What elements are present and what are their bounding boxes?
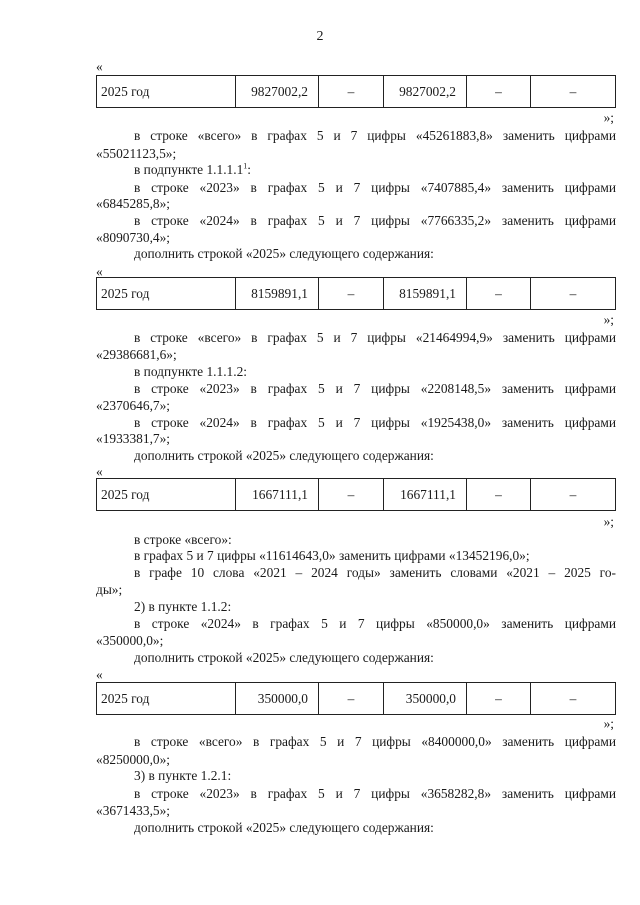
- table-cell-dash: –: [531, 278, 616, 310]
- text-line: дополнить строкой «2025» следующего содержания:: [134, 650, 434, 665]
- text-fragment: в подпункте 1.1.1.1: [134, 162, 244, 177]
- table-cell-value: 350000,0: [384, 683, 467, 715]
- text-line: в строке «2023» в графах 5 и 7 цифры «7407885,4» заменить цифрами: [134, 180, 616, 195]
- table-cell-dash: –: [467, 683, 531, 715]
- text-line: «1933381,7»;: [96, 431, 171, 446]
- text-line: в графе 10 слова «2021 – 2024 годы» заменить словами «2021 – 2025 го-: [134, 565, 616, 580]
- text-line: в графах 5 и 7 цифры «11614643,0» заменить цифрами «13452196,0»;: [134, 548, 530, 563]
- table-cell-dash: –: [531, 683, 616, 715]
- text-line: ды»;: [96, 582, 123, 597]
- text-line: в строке «2023» в графах 5 и 7 цифры «2208148,5» заменить цифрами: [134, 381, 616, 396]
- text-line: «350000,0»;: [96, 633, 164, 648]
- text-line: «55021123,5»;: [96, 146, 177, 161]
- text-line: 3) в пункте 1.2.1:: [134, 768, 232, 783]
- table-cell-value: 8159891,1: [236, 278, 319, 310]
- quote-close: »;: [603, 110, 614, 125]
- table-cell-dash: –: [319, 76, 384, 108]
- text-line: «3671433,5»;: [96, 803, 171, 818]
- table-row: [97, 278, 616, 310]
- table-row: [97, 479, 616, 511]
- text-line: «8250000,0»;: [96, 752, 171, 767]
- footnote-superscript: 1: [243, 161, 248, 171]
- quote-close: »;: [603, 514, 614, 529]
- table-cell-year: 2025 год: [97, 479, 236, 511]
- table-cell-dash: –: [531, 479, 616, 511]
- quote-close: »;: [603, 716, 614, 731]
- text-line: «2370646,7»;: [96, 398, 171, 413]
- table-row: [97, 76, 616, 108]
- text-line: в строке «всего» в графах 5 и 7 цифры «45261883,8» заменить цифрами: [134, 128, 616, 143]
- quote-open: «: [96, 264, 103, 279]
- table-cell-year: 2025 год: [97, 76, 236, 108]
- text-line: в строке «всего» в графах 5 и 7 цифры «8400000,0» заменить цифрами: [134, 734, 616, 749]
- text-line: «6845285,8»;: [96, 196, 171, 211]
- quote-open: «: [96, 464, 103, 479]
- text-line: в строке «2024» в графах 5 и 7 цифры «1925438,0» заменить цифрами: [134, 415, 616, 430]
- table-cell-value: 1667111,1: [236, 479, 319, 511]
- amendment-table-4: [96, 682, 616, 715]
- text-line: дополнить строкой «2025» следующего содержания:: [134, 246, 434, 261]
- amendment-table-1: [96, 75, 616, 108]
- table-cell-year: 2025 год: [97, 683, 236, 715]
- table-cell-value: 350000,0: [236, 683, 319, 715]
- text-line: в подпункте 1.1.1.2:: [134, 364, 248, 379]
- table-row: [97, 683, 616, 715]
- text-line: в строке «2024» в графах 5 и 7 цифры «7766335,2» заменить цифрами: [134, 213, 616, 228]
- page-number: 2: [316, 29, 324, 44]
- text-line: «8090730,4»;: [96, 230, 171, 245]
- table-cell-dash: –: [467, 76, 531, 108]
- amendment-table-2: [96, 277, 616, 310]
- amendment-table-3: [96, 478, 616, 511]
- table-cell-dash: –: [319, 278, 384, 310]
- quote-close: »;: [603, 312, 614, 327]
- table-cell-dash: –: [319, 683, 384, 715]
- table-cell-dash: –: [531, 76, 616, 108]
- table-cell-dash: –: [319, 479, 384, 511]
- table-cell-value: 9827002,2: [236, 76, 319, 108]
- table-cell-year: 2025 год: [97, 278, 236, 310]
- text-line: «29386681,6»;: [96, 347, 177, 362]
- text-line: в строке «всего»:: [134, 532, 232, 547]
- text-line: 2) в пункте 1.1.2:: [134, 599, 232, 614]
- text-line: в строке «2023» в графах 5 и 7 цифры «3658282,8» заменить цифрами: [134, 786, 616, 801]
- text-line: в строке «2024» в графах 5 и 7 цифры «850000,0» заменить цифрами: [134, 616, 616, 631]
- text-line: дополнить строкой «2025» следующего содержания:: [134, 820, 434, 835]
- text-line: дополнить строкой «2025» следующего содержания:: [134, 448, 434, 463]
- table-cell-dash: –: [467, 479, 531, 511]
- quote-open: «: [96, 667, 103, 682]
- table-cell-value: 1667111,1: [384, 479, 467, 511]
- table-cell-dash: –: [467, 278, 531, 310]
- text-fragment: :: [247, 162, 252, 177]
- table-cell-value: 9827002,2: [384, 76, 467, 108]
- table-cell-value: 8159891,1: [384, 278, 467, 310]
- text-line: в строке «всего» в графах 5 и 7 цифры «21464994,9» заменить цифрами: [134, 330, 616, 345]
- text-line: [134, 162, 616, 178]
- quote-open: «: [96, 59, 103, 74]
